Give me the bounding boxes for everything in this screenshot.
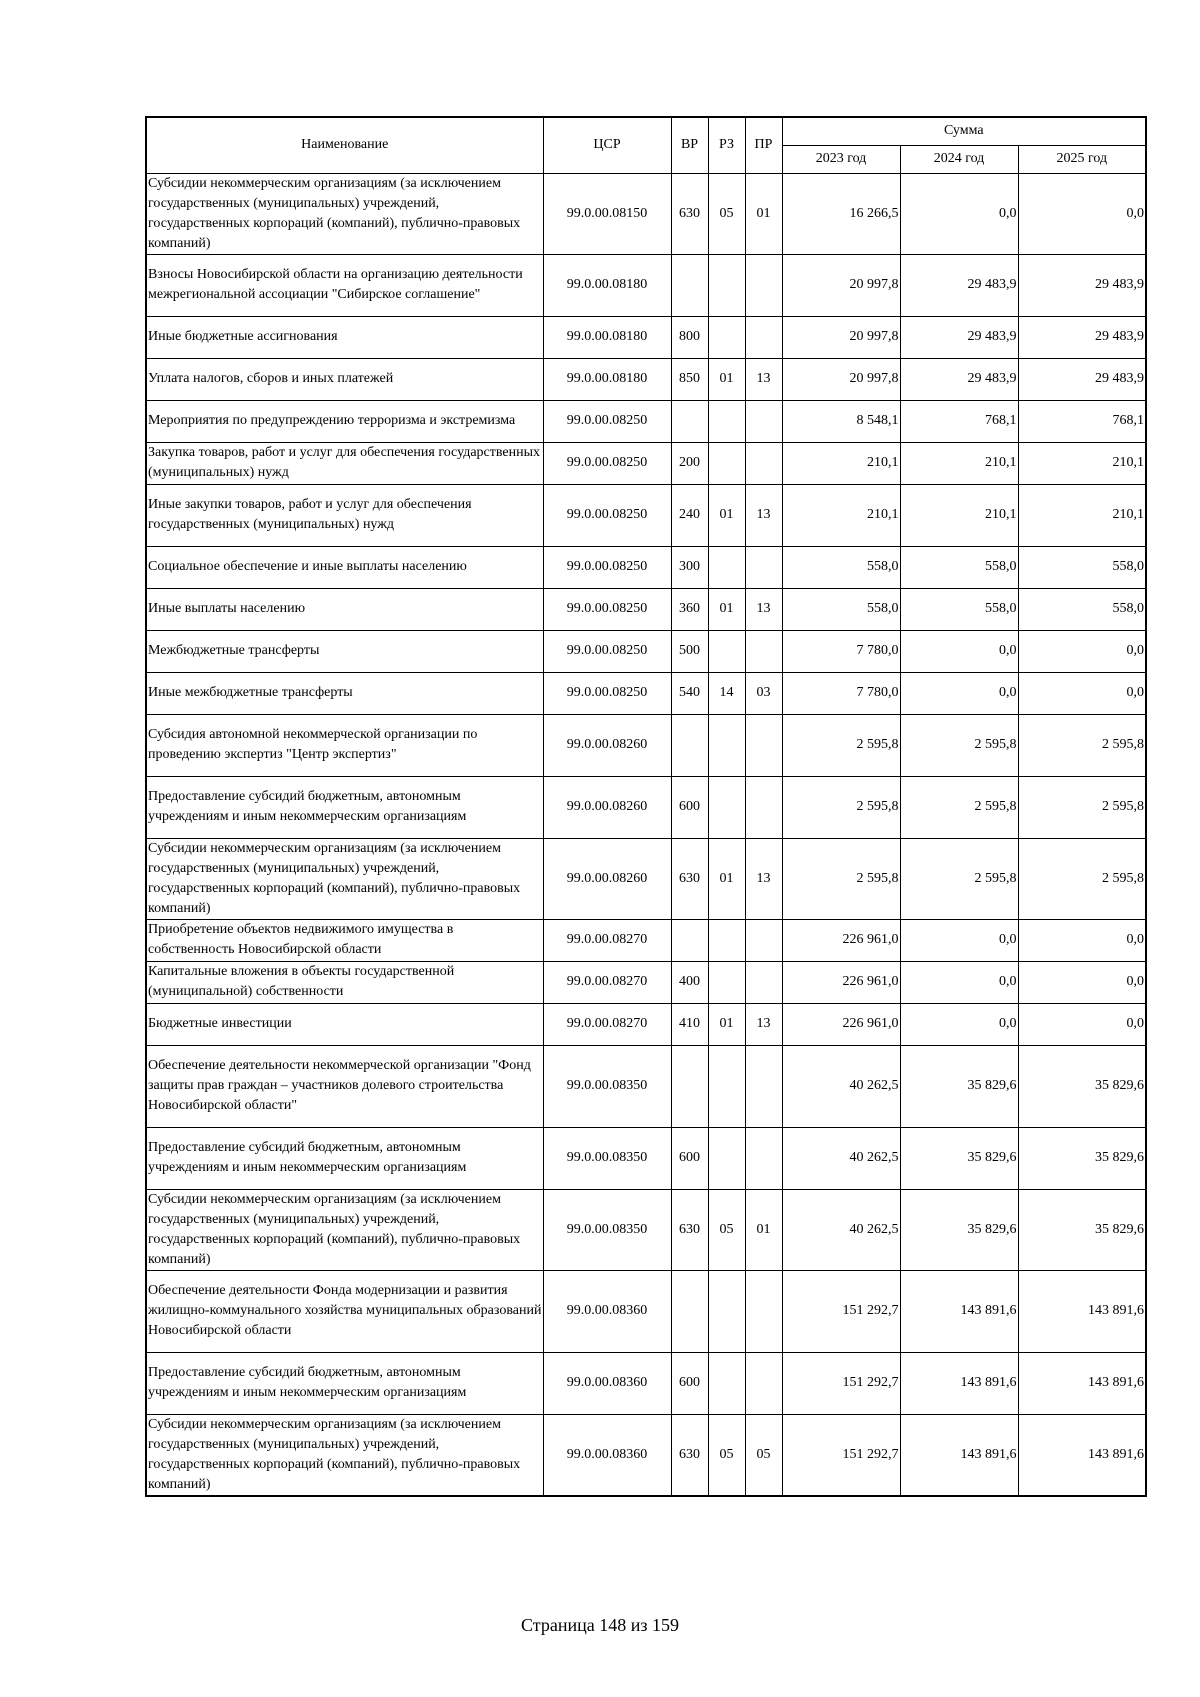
row-vr: 630 [671, 838, 708, 919]
table-row [146, 838, 1146, 919]
row-sum-2023: 2 595,8 [782, 714, 900, 776]
row-rz [708, 316, 745, 358]
row-vr [671, 1270, 708, 1352]
table-row [146, 776, 1146, 838]
row-sum-2023: 151 292,7 [782, 1414, 900, 1496]
row-vr: 240 [671, 484, 708, 546]
row-sum-2025: 2 595,8 [1018, 714, 1146, 776]
row-csr: 99.0.00.08180 [543, 358, 671, 400]
row-rz [708, 1045, 745, 1127]
row-vr: 300 [671, 546, 708, 588]
row-sum-2024: 0,0 [900, 919, 1018, 961]
row-pr [745, 1352, 782, 1414]
row-name: Обеспечение деятельности некоммерческой организации "Фонд защиты прав граждан – участников долевого строительства Новосибирской области" [146, 1045, 543, 1127]
row-name: Субсидии некоммерческим организациям (за исключением государственных (муниципальных) учреждений, государственных корпораций (компаний), публично-правовых компаний) [146, 173, 543, 254]
row-name: Мероприятия по предупреждению терроризма и экстремизма [146, 400, 543, 442]
row-sum-2023: 226 961,0 [782, 919, 900, 961]
row-pr: 03 [745, 672, 782, 714]
row-sum-2023: 210,1 [782, 484, 900, 546]
row-pr: 13 [745, 838, 782, 919]
row-rz: 01 [708, 358, 745, 400]
row-sum-2023: 16 266,5 [782, 173, 900, 254]
row-rz [708, 254, 745, 316]
row-csr: 99.0.00.08270 [543, 1003, 671, 1045]
row-csr: 99.0.00.08250 [543, 546, 671, 588]
row-rz [708, 442, 745, 484]
table-body [146, 173, 1146, 1496]
row-vr: 600 [671, 1127, 708, 1189]
row-csr: 99.0.00.08360 [543, 1414, 671, 1496]
table-row [146, 316, 1146, 358]
row-pr [745, 546, 782, 588]
row-sum-2025: 143 891,6 [1018, 1414, 1146, 1496]
header-vr: ВР [671, 117, 708, 173]
row-name: Уплата налогов, сборов и иных платежей [146, 358, 543, 400]
row-vr: 600 [671, 1352, 708, 1414]
row-sum-2024: 0,0 [900, 630, 1018, 672]
row-sum-2025: 0,0 [1018, 672, 1146, 714]
row-csr: 99.0.00.08150 [543, 173, 671, 254]
row-rz: 01 [708, 1003, 745, 1045]
row-rz: 05 [708, 173, 745, 254]
table-row [146, 672, 1146, 714]
row-sum-2024: 0,0 [900, 961, 1018, 1003]
row-sum-2025: 0,0 [1018, 173, 1146, 254]
row-sum-2024: 0,0 [900, 173, 1018, 254]
table-row [146, 1270, 1146, 1352]
row-sum-2023: 20 997,8 [782, 316, 900, 358]
header-rz: РЗ [708, 117, 745, 173]
row-pr [745, 400, 782, 442]
row-sum-2023: 226 961,0 [782, 961, 900, 1003]
row-sum-2024: 35 829,6 [900, 1189, 1018, 1270]
row-sum-2024: 2 595,8 [900, 838, 1018, 919]
row-sum-2024: 210,1 [900, 484, 1018, 546]
table-row [146, 630, 1146, 672]
row-sum-2025: 210,1 [1018, 442, 1146, 484]
budget-table [145, 116, 1147, 1497]
row-vr: 400 [671, 961, 708, 1003]
row-csr: 99.0.00.08350 [543, 1189, 671, 1270]
row-vr: 540 [671, 672, 708, 714]
row-pr [745, 1045, 782, 1127]
row-pr [745, 316, 782, 358]
table-row [146, 1189, 1146, 1270]
row-sum-2023: 558,0 [782, 546, 900, 588]
row-sum-2025: 0,0 [1018, 961, 1146, 1003]
row-pr [745, 630, 782, 672]
table-header [146, 117, 1146, 173]
row-vr: 630 [671, 1189, 708, 1270]
row-rz: 14 [708, 672, 745, 714]
row-pr: 13 [745, 1003, 782, 1045]
row-name: Закупка товаров, работ и услуг для обеспечения государственных (муниципальных) нужд [146, 442, 543, 484]
table-row [146, 484, 1146, 546]
row-csr: 99.0.00.08270 [543, 961, 671, 1003]
row-csr: 99.0.00.08360 [543, 1352, 671, 1414]
row-name: Предоставление субсидий бюджетным, автономным учреждениям и иным некоммерческим организациям [146, 776, 543, 838]
row-sum-2025: 35 829,6 [1018, 1045, 1146, 1127]
table-row [146, 400, 1146, 442]
row-pr [745, 776, 782, 838]
table-row [146, 442, 1146, 484]
row-rz [708, 919, 745, 961]
row-csr: 99.0.00.08250 [543, 442, 671, 484]
row-pr [745, 961, 782, 1003]
row-name: Субсидии некоммерческим организациям (за исключением государственных (муниципальных) учреждений, государственных корпораций (компаний), публично-правовых компаний) [146, 838, 543, 919]
row-sum-2023: 210,1 [782, 442, 900, 484]
row-csr: 99.0.00.08350 [543, 1045, 671, 1127]
row-name: Межбюджетные трансферты [146, 630, 543, 672]
row-vr: 850 [671, 358, 708, 400]
row-csr: 99.0.00.08270 [543, 919, 671, 961]
row-vr: 200 [671, 442, 708, 484]
row-sum-2023: 20 997,8 [782, 358, 900, 400]
row-sum-2025: 2 595,8 [1018, 838, 1146, 919]
row-name: Предоставление субсидий бюджетным, автономным учреждениям и иным некоммерческим организациям [146, 1352, 543, 1414]
row-sum-2023: 8 548,1 [782, 400, 900, 442]
table-row [146, 919, 1146, 961]
row-name: Субсидии некоммерческим организациям (за исключением государственных (муниципальных) учреждений, государственных корпораций (компаний), публично-правовых компаний) [146, 1189, 543, 1270]
table-row [146, 588, 1146, 630]
row-rz [708, 1352, 745, 1414]
table-row [146, 1003, 1146, 1045]
row-sum-2025: 29 483,9 [1018, 358, 1146, 400]
row-sum-2025: 35 829,6 [1018, 1127, 1146, 1189]
row-sum-2024: 35 829,6 [900, 1045, 1018, 1127]
table-row [146, 1127, 1146, 1189]
row-rz [708, 714, 745, 776]
row-sum-2023: 151 292,7 [782, 1352, 900, 1414]
row-rz: 05 [708, 1414, 745, 1496]
row-sum-2023: 40 262,5 [782, 1045, 900, 1127]
row-sum-2024: 2 595,8 [900, 714, 1018, 776]
row-rz: 05 [708, 1189, 745, 1270]
row-vr: 500 [671, 630, 708, 672]
row-sum-2025: 0,0 [1018, 630, 1146, 672]
row-name: Обеспечение деятельности Фонда модернизации и развития жилищно-коммунального хозяйства муниципальных образований Новосибирской области [146, 1270, 543, 1352]
row-csr: 99.0.00.08260 [543, 714, 671, 776]
row-sum-2023: 40 262,5 [782, 1189, 900, 1270]
row-rz: 01 [708, 588, 745, 630]
row-vr: 360 [671, 588, 708, 630]
row-name: Иные межбюджетные трансферты [146, 672, 543, 714]
row-pr [745, 442, 782, 484]
row-name: Предоставление субсидий бюджетным, автономным учреждениям и иным некоммерческим организациям [146, 1127, 543, 1189]
header-year-2024: 2024 год [900, 145, 1018, 173]
row-sum-2025: 558,0 [1018, 546, 1146, 588]
row-rz: 01 [708, 838, 745, 919]
row-csr: 99.0.00.08180 [543, 316, 671, 358]
table-row [146, 358, 1146, 400]
row-pr [745, 254, 782, 316]
row-sum-2023: 2 595,8 [782, 776, 900, 838]
table-row [146, 1045, 1146, 1127]
row-csr: 99.0.00.08350 [543, 1127, 671, 1189]
row-pr: 13 [745, 358, 782, 400]
row-sum-2025: 210,1 [1018, 484, 1146, 546]
row-rz: 01 [708, 484, 745, 546]
row-pr: 13 [745, 484, 782, 546]
row-sum-2024: 768,1 [900, 400, 1018, 442]
row-csr: 99.0.00.08250 [543, 400, 671, 442]
header-csr: ЦСР [543, 117, 671, 173]
row-sum-2023: 20 997,8 [782, 254, 900, 316]
row-vr [671, 254, 708, 316]
row-csr: 99.0.00.08250 [543, 672, 671, 714]
row-name: Иные закупки товаров, работ и услуг для обеспечения государственных (муниципальных) нужд [146, 484, 543, 546]
row-vr [671, 714, 708, 776]
row-pr: 01 [745, 1189, 782, 1270]
row-sum-2025: 558,0 [1018, 588, 1146, 630]
row-rz [708, 961, 745, 1003]
row-sum-2023: 558,0 [782, 588, 900, 630]
row-csr: 99.0.00.08250 [543, 484, 671, 546]
row-csr: 99.0.00.08180 [543, 254, 671, 316]
row-name: Субсидии некоммерческим организациям (за исключением государственных (муниципальных) учреждений, государственных корпораций (компаний), публично-правовых компаний) [146, 1414, 543, 1496]
row-rz [708, 546, 745, 588]
table-row [146, 546, 1146, 588]
row-name: Бюджетные инвестиции [146, 1003, 543, 1045]
row-pr: 05 [745, 1414, 782, 1496]
row-sum-2025: 143 891,6 [1018, 1270, 1146, 1352]
row-sum-2023: 7 780,0 [782, 630, 900, 672]
row-name: Взносы Новосибирской области на организацию деятельности межрегиональной ассоциации "Сибирское соглашение" [146, 254, 543, 316]
row-sum-2024: 2 595,8 [900, 776, 1018, 838]
row-sum-2024: 143 891,6 [900, 1352, 1018, 1414]
row-sum-2024: 35 829,6 [900, 1127, 1018, 1189]
row-sum-2023: 2 595,8 [782, 838, 900, 919]
row-rz [708, 1270, 745, 1352]
table-row [146, 1414, 1146, 1496]
row-vr: 600 [671, 776, 708, 838]
row-csr: 99.0.00.08250 [543, 588, 671, 630]
row-name: Социальное обеспечение и иные выплаты населению [146, 546, 543, 588]
row-sum-2023: 226 961,0 [782, 1003, 900, 1045]
row-vr [671, 1045, 708, 1127]
row-sum-2024: 29 483,9 [900, 254, 1018, 316]
row-rz [708, 630, 745, 672]
table-row [146, 961, 1146, 1003]
row-name: Иные выплаты населению [146, 588, 543, 630]
row-csr: 99.0.00.08250 [543, 630, 671, 672]
row-rz [708, 776, 745, 838]
row-sum-2024: 0,0 [900, 672, 1018, 714]
row-sum-2025: 29 483,9 [1018, 254, 1146, 316]
row-name: Субсидия автономной некоммерческой организации по проведению экспертиз "Центр экспертиз" [146, 714, 543, 776]
row-pr [745, 919, 782, 961]
row-name: Капитальные вложения в объекты государственной (муниципальной) собственности [146, 961, 543, 1003]
row-rz [708, 1127, 745, 1189]
row-name: Приобретение объектов недвижимого имущества в собственность Новосибирской области [146, 919, 543, 961]
row-sum-2024: 143 891,6 [900, 1270, 1018, 1352]
header-year-2025: 2025 год [1018, 145, 1146, 173]
row-sum-2024: 29 483,9 [900, 358, 1018, 400]
row-sum-2024: 558,0 [900, 546, 1018, 588]
row-csr: 99.0.00.08260 [543, 838, 671, 919]
row-sum-2023: 40 262,5 [782, 1127, 900, 1189]
row-sum-2025: 35 829,6 [1018, 1189, 1146, 1270]
row-sum-2024: 0,0 [900, 1003, 1018, 1045]
row-pr [745, 1127, 782, 1189]
row-sum-2023: 151 292,7 [782, 1270, 900, 1352]
table-row [146, 254, 1146, 316]
row-vr: 630 [671, 1414, 708, 1496]
header-year-2023: 2023 год [782, 145, 900, 173]
row-pr [745, 1270, 782, 1352]
header-pr: ПР [745, 117, 782, 173]
table-row [146, 1352, 1146, 1414]
row-vr [671, 400, 708, 442]
row-csr: 99.0.00.08360 [543, 1270, 671, 1352]
row-name: Иные бюджетные ассигнования [146, 316, 543, 358]
row-csr: 99.0.00.08260 [543, 776, 671, 838]
row-vr: 800 [671, 316, 708, 358]
page-number: Страница 148 из 159 [521, 1615, 679, 1635]
row-sum-2025: 768,1 [1018, 400, 1146, 442]
row-pr [745, 714, 782, 776]
row-sum-2023: 7 780,0 [782, 672, 900, 714]
row-sum-2025: 29 483,9 [1018, 316, 1146, 358]
row-vr [671, 919, 708, 961]
row-sum-2025: 2 595,8 [1018, 776, 1146, 838]
row-vr: 410 [671, 1003, 708, 1045]
row-vr: 630 [671, 173, 708, 254]
row-sum-2024: 29 483,9 [900, 316, 1018, 358]
row-pr: 01 [745, 173, 782, 254]
row-sum-2024: 143 891,6 [900, 1414, 1018, 1496]
header-name: Наименование [146, 117, 543, 173]
header-sum: Сумма [782, 117, 1146, 145]
row-pr: 13 [745, 588, 782, 630]
table-row [146, 714, 1146, 776]
table-row [146, 173, 1146, 254]
row-sum-2025: 0,0 [1018, 1003, 1146, 1045]
row-sum-2024: 558,0 [900, 588, 1018, 630]
row-sum-2025: 143 891,6 [1018, 1352, 1146, 1414]
row-rz [708, 400, 745, 442]
row-sum-2024: 210,1 [900, 442, 1018, 484]
row-sum-2025: 0,0 [1018, 919, 1146, 961]
